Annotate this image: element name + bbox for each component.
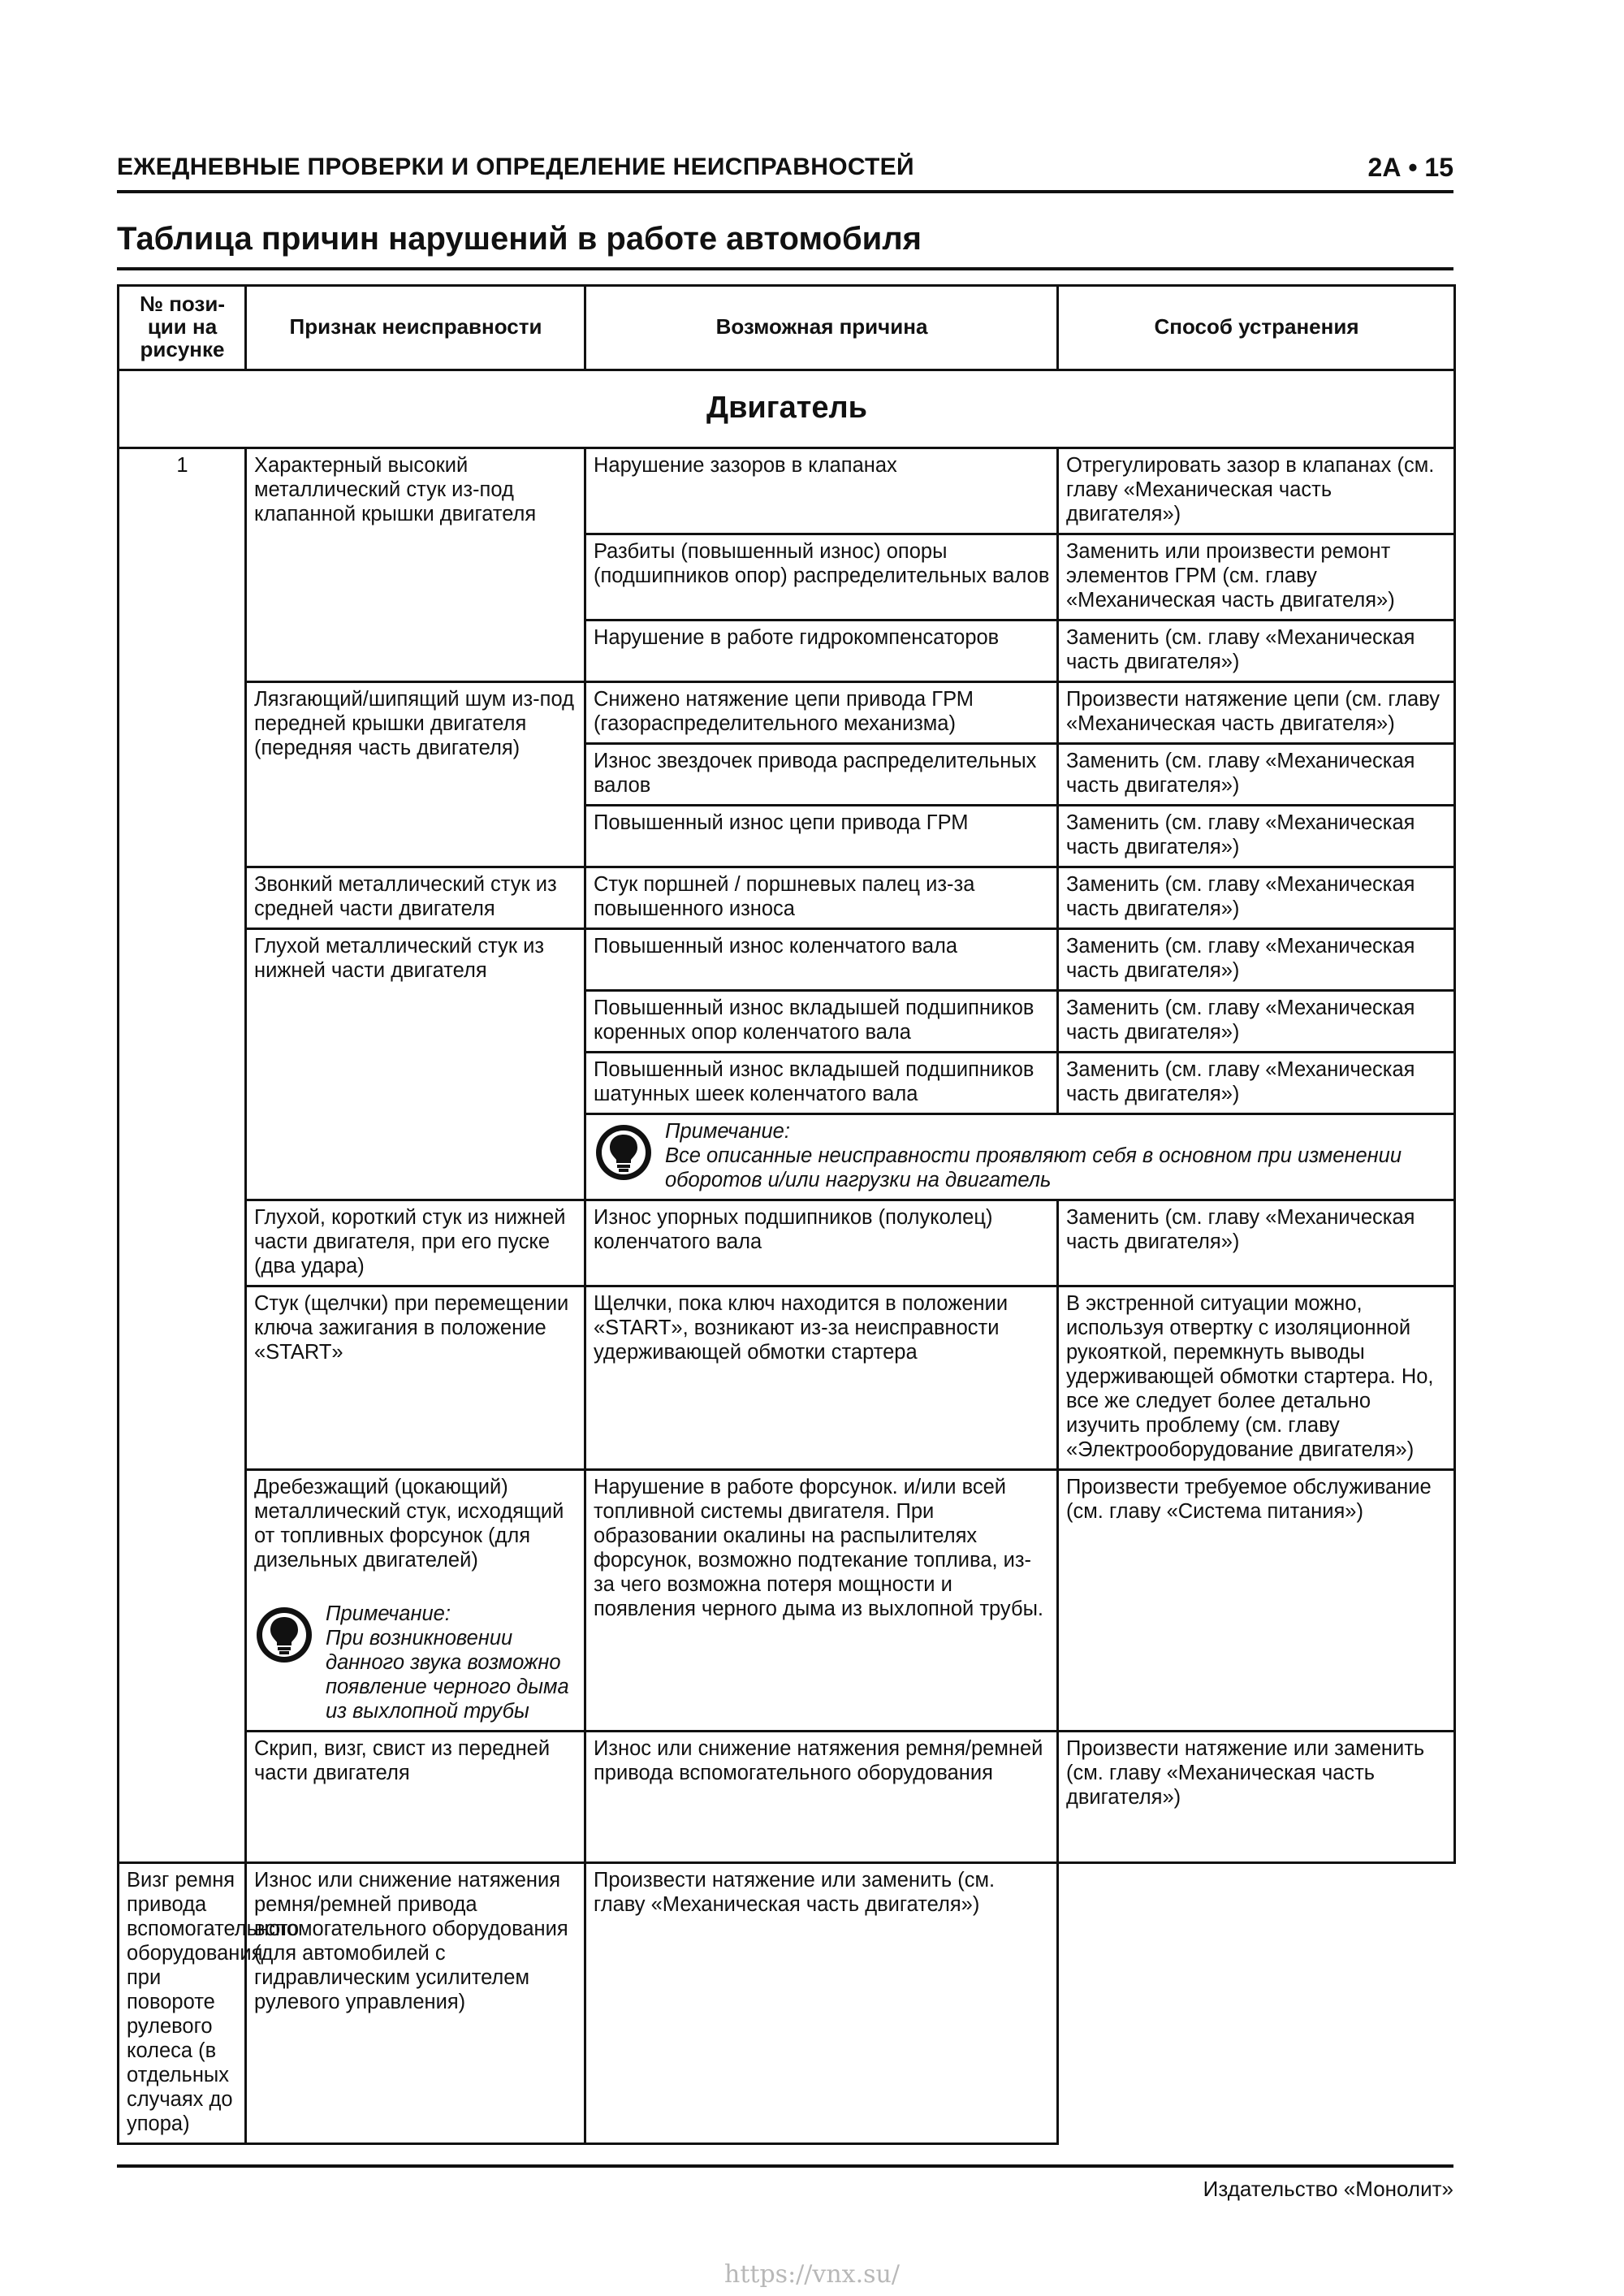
table-header-row bbox=[119, 286, 1455, 370]
remedy-cell: Заменить (см. главу «Механическая часть двигателя») bbox=[1058, 806, 1455, 867]
cause-cell: Износ или снижение натяжения ремня/ремней привода вспомогательного оборудования bbox=[585, 1732, 1058, 1863]
remedy-cell: Заменить (см. главу «Механическая часть двигателя») bbox=[1058, 1053, 1455, 1114]
remedy-cell: Заменить (см. главу «Механическая часть двигателя») bbox=[1058, 929, 1455, 991]
table-row bbox=[119, 1732, 1455, 1863]
column-header-symptom: Признак неисправности bbox=[246, 286, 585, 370]
note-label: Примечание: bbox=[665, 1120, 790, 1143]
symptom-cell: Глухой, короткий стук из нижней части двигателя, при его пуске (два удара) bbox=[246, 1200, 585, 1286]
cause-cell: Износ звездочек привода распределительных валов bbox=[585, 744, 1058, 806]
section-row bbox=[119, 370, 1455, 448]
running-header bbox=[117, 145, 1453, 193]
cause-cell: Нарушение в работе форсунок. и/или всей топливной системы двигателя. При образовании окалины на распылителях форсунок, возможно подтекание топлива, из-за чего возможна потеря мощности и появления черного дыма из выхлопной трубы. bbox=[585, 1470, 1058, 1732]
remedy-cell: Заменить или произвести ремонт элементов ГРМ (см. главу «Механическая часть двигателя») bbox=[1058, 534, 1455, 620]
column-header-position: № пози- ции на рисунке bbox=[119, 286, 246, 370]
note-text: При возникновении данного звука возможно появление черного дыма из выхлопной трубы bbox=[326, 1627, 569, 1723]
cause-cell: Износ упорных подшипников (полуколец) коленчатого вала bbox=[585, 1200, 1058, 1286]
table-row bbox=[119, 682, 1455, 744]
remedy-cell: Произвести натяжение цепи (см. главу «Механическая часть двигателя») bbox=[1058, 682, 1455, 744]
remedy-cell: Заменить (см. главу «Механическая часть двигателя») bbox=[1058, 991, 1455, 1053]
footer-rule bbox=[117, 2164, 1453, 2168]
cause-cell: Повышенный износ цепи привода ГРМ bbox=[585, 806, 1058, 867]
symptom-cell: Звонкий металлический стук из средней части двигателя bbox=[246, 867, 585, 929]
table-row bbox=[119, 1863, 1455, 2144]
symptom-text: Дребезжащий (цокающий) металлический стук, исходящий от топливных форсунок (для дизельных двигателей) bbox=[254, 1476, 564, 1572]
page-title: Таблица причин нарушений в работе автомобиля bbox=[117, 221, 1453, 270]
watermark-url: https://vnx.su/ bbox=[724, 2260, 900, 2289]
remedy-cell: Заменить (см. главу «Механическая часть двигателя») bbox=[1058, 620, 1455, 682]
symptom-cell: Характерный высокий металлический стук из-под клапанной крышки двигателя bbox=[246, 448, 585, 682]
symptom-cell: Скрип, визг, свист из передней части двигателя bbox=[246, 1732, 585, 1863]
fault-table bbox=[117, 284, 1456, 2145]
column-header-remedy: Способ устранения bbox=[1058, 286, 1455, 370]
symptom-cell: Стук (щелчки) при перемещении ключа зажигания в положение «START» bbox=[246, 1286, 585, 1470]
table-row bbox=[119, 1200, 1455, 1286]
crank-note bbox=[594, 1119, 1447, 1192]
cause-cell: Нарушение зазоров в клапанах bbox=[585, 448, 1058, 534]
position-number: 1 bbox=[119, 448, 246, 1863]
cause-cell: Разбиты (повышенный износ) опоры (подшипников опор) распределительных валов bbox=[585, 534, 1058, 620]
symptom-cell: Визг ремня привода вспомогательного оборудования при повороте рулевого колеса (в отдельных случаях до упора) bbox=[119, 1863, 246, 2144]
remedy-cell: Произвести натяжение или заменить (см. главу «Механическая часть двигателя») bbox=[1058, 1732, 1455, 1863]
cause-cell: Стук поршней / поршневых палец из-за повышенного износа bbox=[585, 867, 1058, 929]
remedy-cell: Заменить (см. главу «Механическая часть двигателя») bbox=[1058, 1200, 1455, 1286]
cause-cell: Повышенный износ вкладышей подшипников шатунных шеек коленчатого вала bbox=[585, 1053, 1058, 1114]
symptom-cell: Лязгающий/шипящий шум из-под передней крышки двигателя (передняя часть двигателя) bbox=[246, 682, 585, 867]
section-title: Двигатель bbox=[119, 370, 1455, 448]
table-row bbox=[119, 448, 1455, 534]
cause-cell: Повышенный износ вкладышей подшипников коренных опор коленчатого вала bbox=[585, 991, 1058, 1053]
remedy-cell: Отрегулировать зазор в клапанах (см. главу «Механическая часть двигателя») bbox=[1058, 448, 1455, 534]
remedy-cell: Произвести натяжение или заменить (см. главу «Механическая часть двигателя») bbox=[585, 1863, 1058, 2144]
symptom-cell-with-note bbox=[246, 1470, 585, 1732]
cause-cell: Износ или снижение натяжения ремня/ремней привода вспомогательного оборудования (для автомобилей с гидравлическим усилителем рулевого управления) bbox=[246, 1863, 585, 2144]
remedy-cell: В экстренной ситуации можно, используя отвертку с изоляционной рукояткой, перемкнуть выводы удерживающей обмотки стартера. Но, все же следует более детально изучить проблему (см. главу «Электрооборудование двигателя») bbox=[1058, 1286, 1455, 1470]
lightbulb-note-icon bbox=[594, 1122, 654, 1183]
remedy-cell: Заменить (см. главу «Механическая часть двигателя») bbox=[1058, 744, 1455, 806]
page-number: 2А • 15 bbox=[1367, 152, 1453, 182]
cause-cell: Повышенный износ коленчатого вала bbox=[585, 929, 1058, 991]
remedy-cell: Произвести требуемое обслуживание (см. главу «Система питания») bbox=[1058, 1470, 1455, 1732]
remedy-cell: Заменить (см. главу «Механическая часть двигателя») bbox=[1058, 867, 1455, 929]
publisher-footer: Издательство «Монолит» bbox=[1203, 2177, 1453, 2201]
running-header-title: ЕЖЕДНЕВНЫЕ ПРОВЕРКИ И ОПРЕДЕЛЕНИЕ НЕИСПРАВНОСТЕЙ bbox=[117, 153, 914, 180]
lightbulb-note-icon bbox=[254, 1605, 314, 1665]
table-row bbox=[119, 929, 1455, 991]
column-header-cause: Возможная причина bbox=[585, 286, 1058, 370]
injector-note bbox=[254, 1602, 577, 1723]
cause-cell: Снижено натяжение цепи привода ГРМ (газораспределительного механизма) bbox=[585, 682, 1058, 744]
note-text: Все описанные неисправности проявляют себя в основном при изменении оборотов и/или нагрузки на двигатель bbox=[665, 1144, 1402, 1191]
symptom-cell: Глухой металлический стук из нижней части двигателя bbox=[246, 929, 585, 1200]
table-row bbox=[119, 1470, 1455, 1732]
cause-cell: Щелчки, пока ключ находится в положении «START», возникают из-за неисправности удерживающей обмотки стартера bbox=[585, 1286, 1058, 1470]
table-row bbox=[119, 1286, 1455, 1470]
cause-cell: Нарушение в работе гидрокомпенсаторов bbox=[585, 620, 1058, 682]
crank-note-cell bbox=[585, 1114, 1455, 1200]
table-row bbox=[119, 867, 1455, 929]
note-label: Примечание: bbox=[326, 1602, 451, 1625]
